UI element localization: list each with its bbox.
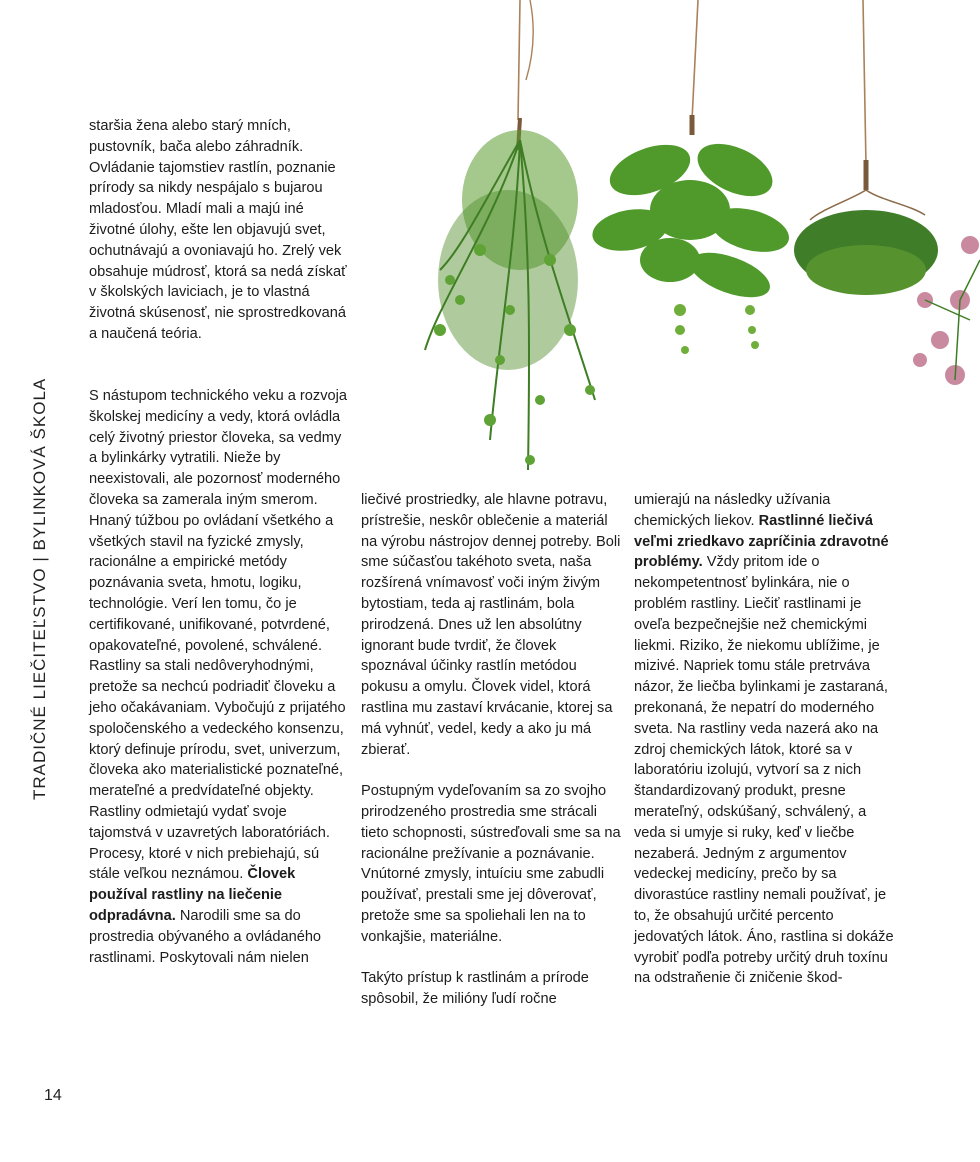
text-run: umierajú na následky užívania chemických liekov.: [634, 492, 831, 529]
paragraph: Postupným vydeľovaním sa zo svojho prirodzeného prostredia sme strácali tieto schopnosti, sústreďovali sme sa na racionálne prežívanie a poznávanie. Vnútorné zmysly, intuíciu sme zabudli používať, prestali sme jej dôverovať, pretože sme sa spoliehali len na to vonkajšie, materiálne.: [361, 783, 621, 945]
column-2: [361, 490, 621, 1010]
text-run: S nástupom technického veku a rozvoja školskej medicíny a vedy, ktorá ovládla celý životný priestor človeka, sa vedmy a bylinkárky vytratili. Nieže by neexistovali, ale pozornosť moderného človeka sa zamerala iným smerom. Hnaný túžbou po ovládaní všetkého a všetkých stavil na fyzické zmysly, racionálne a empirické metódy poznávania sveta, hmotu, logiku, technológie. Verí len tomu, čo je certifikované, unifikované, potvrdené, opakovateľné, povolené, schválené. Rastliny sa stali nedôveryhodnými, pretože sa nechcú podriadiť človeku a jeho očakávaniam. Vybočujú z prijatého spoločenského a vedeckého konsenzu, ktorý definuje prírodu, svet, univerzum, človeka ako materialistické poznateľné, merateľné a predvídateľné objekty. Rastliny odmietajú vydať svoje tajomstvá v uzavretých laboratóriách. Procesy, ktoré v nich prebiehajú, sú stále veľkou neznámou.: [89, 388, 347, 883]
basil-bunch-icon: [589, 115, 794, 354]
paragraph: liečivé prostriedky, ale hlavne potravu, prístrešie, neskôr oblečenie a materiál na výrobu nástrojov dennej potreby. Boli sme súčasťou takéhoto sveta, naša rozšírená vnímavosť voči iným živým bytostiam, teda aj rastlinám, bola prirodzená. Dnes už len absolútny ignorant bude tvrdiť, že človek spoznával účinky rastlín metódou pokusu a omylu. Človek videl, ktorá rastlina mu zastaví krvácanie, ktorej sa má vyhnúť, vedel, kedy a ako ju má zbierať.: [361, 492, 621, 758]
column-3: [634, 490, 894, 989]
hanging-herbs-icon: [380, 0, 980, 480]
paragraph: Takýto prístup k rastlinám a prírode spôsobil, že milióny ľudí ročne: [361, 970, 589, 1008]
running-head: TRADIČNÉ LIEČITEĽSTVO | BYLINKOVÁ ŠKOLA: [30, 377, 49, 800]
column-1-bottom: [89, 386, 349, 968]
herb-bunch-icon: [794, 160, 938, 295]
paragraph: [89, 386, 349, 968]
paragraph: staršia žena alebo starý mních, pustovník, bača alebo záhradník. Ovládanie tajomstiev rastlín, poznanie prírody sa nikdy nespájalo s bujarou mladosťou. Mladí mali a majú iné životné úlohy, ešte len objavujú svet, ochutnávajú a ovoniavajú ho. Zrelý vek obsahuje múdrosť, ktorá sa nedá získať v školských laviciach, je to vlastná životná skúsenosť, nie sprostredkovaná a naučená teória.: [89, 118, 347, 342]
text-run: Vždy pritom ide o nekompetentnosť bylinkára, nie o problém rastliny. Liečiť rastlinami je oveľa bezpečnejšie než chemickými liekmi. Riziko, že niekomu ublížime, je mizivé. Napriek tomu stále pretrváva názor, že liečba bylinkami je zastaraná, prekonaná, že nepatrí do moderného sveta. Na rastliny veda nazerá ako na zdroj chemických látok, ktoré sa v laboratóriu izolujú, vytvorí sa z nich štandardizovaný produkt, presne merateľný, odskúšaný, schválený, a veda si umyje si ruky, keď v liečbe nezaberá. Jedným z argumentov vedeckej medicíny, prečo by sa divorastúce rastliny nemali používať, je to, že obsahujú určité percento jedovatých látok. Áno, rastlina si dokáže vyrobiť podľa potreby určitý druh toxínu na odstraňenie či zničenie škod-: [634, 554, 894, 987]
paragraph: [634, 490, 894, 989]
thyme-bunch-icon: [425, 118, 595, 470]
bold-emphasis: Človek používal rastliny na liečenie odpradávna.: [89, 866, 296, 924]
column-1-top: [89, 116, 349, 345]
bold-emphasis: Rastlinné liečivá veľmi zriedkavo zapríčinia zdravotné problémy.: [634, 512, 889, 571]
text-run: Narodili sme sa do prostredia obývaného a ovládaného rastlinami. Poskytovali nám nielen: [89, 907, 322, 966]
page-number: 14: [44, 1087, 62, 1104]
